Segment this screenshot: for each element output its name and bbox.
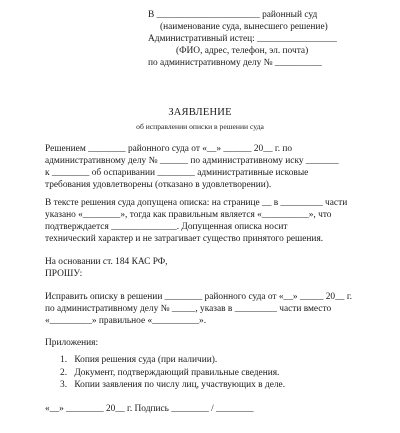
- list-item-number: 3.: [60, 380, 68, 390]
- signature-line: «__» ________ 20__ г. Подпись ________ / ________: [45, 404, 254, 414]
- request-heading: ПРОШУ:: [45, 269, 83, 279]
- basis-line: На основании ст. 184 КАС РФ,: [45, 257, 168, 267]
- attachments-heading: [45, 337, 363, 349]
- decision-paragraph: [45, 143, 363, 191]
- attachments-list: [60, 354, 285, 392]
- typo-line-2: указано «________», тогда как правильным является «__________», что: [45, 210, 332, 220]
- signature-block: [45, 403, 363, 415]
- typo-line-4: технический характер и не затрагивает существо принятого решения.: [45, 234, 324, 244]
- plaintiff-hint: (ФИО, адрес, телефон, эл. почта): [176, 46, 309, 56]
- basis-paragraph: [45, 256, 363, 280]
- list-item-number: 1.: [60, 355, 68, 365]
- list-item: [60, 379, 285, 392]
- list-item: [60, 354, 285, 367]
- attachments-heading-text: Приложения:: [45, 338, 99, 348]
- decision-line-2: административному делу № ______ по административному иску _______: [45, 156, 339, 166]
- court-name-line: В ______________________ районный суд: [148, 10, 318, 20]
- document-subtitle: об исправлении описки в решении суда: [136, 122, 264, 131]
- plaintiff-line: Административный истец: _________________: [148, 34, 337, 44]
- list-item-text: Документ, подтверждающий правильные сведения.: [74, 367, 280, 378]
- typo-line-3: подтверждается ______________. Допущенная описка носит: [45, 222, 288, 232]
- decision-line-1: Решением ________ районного суда от «__» ______ 20__ г. по: [45, 144, 293, 154]
- document-title: ЗАЯВЛЕНИЕ: [168, 107, 232, 118]
- request-line-2: по административному делу № _____, указав в _________ части вместо: [45, 304, 332, 314]
- list-item-number: 2.: [60, 367, 68, 378]
- request-line-3: «_________» правильное «__________».: [45, 316, 207, 326]
- decision-line-3: к ________ об оспаривании ________ административные исковые: [45, 168, 309, 178]
- list-item-text: Копии заявления по числу лиц, участвующих в деле.: [74, 380, 286, 390]
- typo-line-1: В тексте решения суда допущена описка: на странице __ в _________ части: [45, 198, 348, 208]
- case-number-line: по административному делу № __________: [148, 58, 322, 68]
- request-line-1: Исправить описку в решении ________ районного суда от «__» _____ 20__ г.: [45, 292, 352, 302]
- decision-line-4: требования удовлетворены (отказано в удовлетворении).: [45, 180, 272, 190]
- typo-paragraph: [45, 197, 363, 245]
- request-paragraph: [45, 291, 363, 327]
- court-name-hint: (наименование суда, вынесшего решение): [160, 22, 328, 32]
- list-item: [60, 367, 285, 380]
- list-item-text: Копия решения суда (при наличии).: [74, 355, 218, 365]
